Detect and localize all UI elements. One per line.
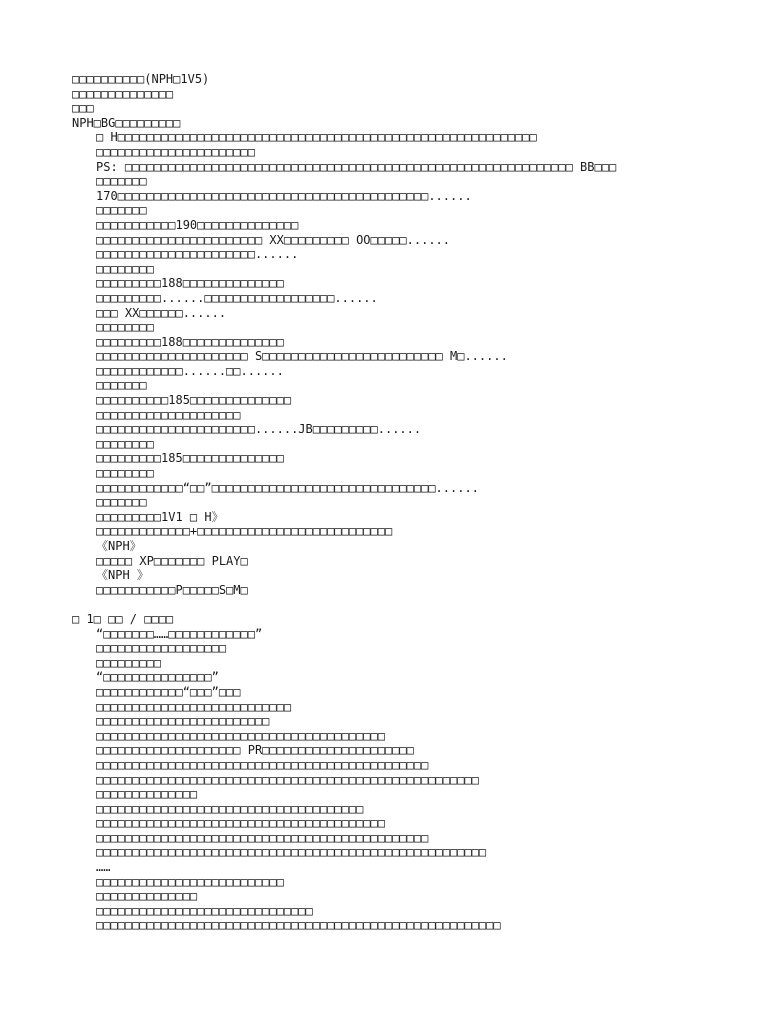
text-line: 《NPH 》 (96, 568, 149, 583)
text-line: 170□□□□□□□□□□□□□□□□□□□□□□□□□□□□□□□□□□□□□□□□□□□...... (96, 188, 472, 203)
text-line: □□□□□□□□□□□□□□□□□□□□□□□□□□□□□□ (96, 903, 313, 918)
text-line: □□□□□□□ (96, 174, 147, 189)
text-line: □□□ (72, 101, 94, 116)
text-line: □□□□□□□□ (96, 320, 154, 335)
text-line: □□□□□□□□□□185□□□□□□□□□□□□□□ (96, 393, 292, 408)
text-line: □□□□□□□□□□□□□□□□□□□□□□□□□□□□□□□□□□□□□ (96, 801, 364, 816)
text-line: □□□□□□□□□□□□□□ (72, 86, 174, 101)
text-line: …… (96, 860, 111, 875)
text-line: □□□□□□□□□□□□□□□□□□□□□□□ XX□□□□□□□□□ OO□□□□□...... (96, 232, 451, 247)
text-line: □□□□□□□□□□□□□+□□□□□□□□□□□□□□□□□□□□□□□□□□□ (96, 524, 393, 539)
text-line: 《NPH》 (96, 539, 142, 553)
text-line: NPH□BG□□□□□□□□□ (72, 115, 181, 130)
text-line: □□□□□□□□□□□□□□□□□□□□□□ (96, 144, 255, 159)
text-line: □□□ XX□□□□□□...... (96, 305, 227, 320)
text-line: □□□□□□□□□□□□□□□□□□□□□□□□ (96, 714, 270, 729)
text-line: □□□□□□□□□185□□□□□□□□□□□□□□ (96, 451, 284, 466)
text-line: □□□□□□□□□□□P□□□□□S□M□ (96, 582, 248, 597)
text-line: □ H□□□□□□□□□□□□□□□□□□□□□□□□□□□□□□□□□□□□□□□□□□□□□□□□□□□□□□□□□□ (96, 130, 537, 145)
document-body (72, 72, 712, 933)
blank-line (72, 597, 712, 612)
text-line: □□□□□□□□□□□□□□□□□□ (96, 641, 227, 656)
text-line: □□□□□□□□□ (96, 655, 162, 670)
text-line: □□□□□□□□□......□□□□□□□□□□□□□□□□□□...... (96, 290, 378, 305)
text-line: “□□□□□□□……□□□□□□□□□□□□” (96, 626, 263, 641)
text-line: □□□□□□□□□□□□□□□□□□□□ PR□□□□□□□□□□□□□□□□□□□□□ (96, 743, 414, 758)
text-line: □□□□□□□□□□□□□□□□□□□□□□□□□□□□□□□□□□□□□□□□□□□□□□□□□□□□□□ (96, 845, 487, 860)
text-line: □□□□□□□ (96, 203, 147, 218)
text-line: □□□□□□□□□□□□□□□□□□□□□□□□□□□□□□□□□□□□□□□□ (96, 728, 385, 743)
text-line: □□□□□□□□□□□□□□□□□□□□□□□□□□□□□□□□□□□□□□□□□□□□□□□□□□□□□□□□ (96, 918, 501, 933)
text-line: □□□□□□□□□□□□□□□□□□□□□□□□□□□□□□□□□□□□□□□□□□□□□□□□□□□□□ (96, 772, 479, 787)
text-line: □□□□□□□□□□□□□□□□□□□□□□...... (96, 247, 299, 262)
text-line: □□□□□□□□□□□□□□□□□□□□□□□□□□□ (96, 699, 292, 714)
text-line: □□□□□□□ (96, 378, 147, 393)
text-line: □□□□□□□□□□□□□□□□□□□□□□□□□□□□□□□□□□□□□□□□ (96, 816, 385, 831)
text-line: □□□□□□□□□□□□□□□□□□□□□□......JB□□□□□□□□□...... (96, 422, 422, 437)
text-line: □□□□□□□□□□□□......□□...... (96, 363, 284, 378)
text-line: PS: □□□□□□□□□□□□□□□□□□□□□□□□□□□□□□□□□□□□□□□□□□□□□□□□□□□□□□□□□□□□□□ BB□□□ (96, 159, 617, 174)
text-line: □□□□□□□□□□□□□□□□□□□□□□□□□□□□□□□□□□□□□□□□□□□□□□ (96, 757, 429, 772)
text-line: □□□□□□□□□□□□□□□□□□□□□□□□□□ (96, 874, 284, 889)
text-line: □□□□□□□□ (96, 436, 154, 451)
text-line: □□□□□□□□□□□□□□□□□□□□□ S□□□□□□□□□□□□□□□□□□□□□□□□□ M□...... (96, 349, 508, 364)
text-line: □□□□□□□□□□□190□□□□□□□□□□□□□□ (96, 217, 299, 232)
text-line: □□□□□□□□□188□□□□□□□□□□□□□□ (96, 276, 284, 291)
text-line: □□□□□□□□□□□□□□□□□□□□ (96, 407, 241, 422)
text-line: □□□□□□□□□□(NPH□1V5) (72, 72, 210, 86)
text-line: □□□□□□□ (96, 495, 147, 510)
text-line: □□□□□□□□□188□□□□□□□□□□□□□□ (96, 334, 284, 349)
text-line: □□□□□□□□ (96, 466, 154, 481)
text-line: □□□□□□□□□□□□“□□”□□□□□□□□□□□□□□□□□□□□□□□□□□□□□□□...... (96, 480, 479, 495)
text-line: □□□□□□□□□1V1 □ H》 (96, 509, 224, 524)
text-line: □□□□□□□□□□□□□□□□□□□□□□□□□□□□□□□□□□□□□□□□□□□□□□ (96, 830, 429, 845)
text-line: “□□□□□□□□□□□□□□□” (96, 670, 219, 685)
text-line: □□□□□□□□□□□□“□□□”□□□ (96, 684, 241, 699)
text-line: □□□□□□□□□□□□□□ (96, 787, 198, 802)
text-line: □ 1□ □□ / □□□□ (72, 611, 174, 626)
text-line: □□□□□□□□□□□□□□ (96, 889, 198, 904)
text-line: □□□□□ XP□□□□□□□ PLAY□ (96, 553, 248, 568)
text-line: □□□□□□□□ (96, 261, 154, 276)
